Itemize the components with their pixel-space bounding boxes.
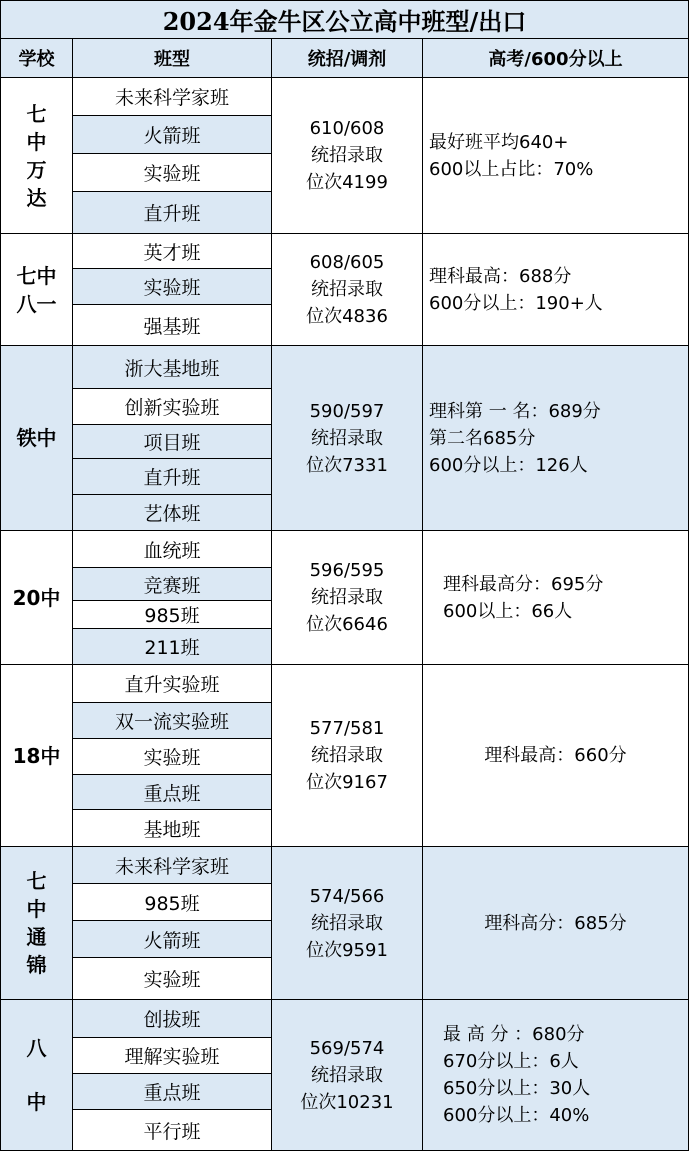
admission-cell: [272, 78, 423, 233]
class-list: [73, 531, 272, 664]
school-name-char: 七: [26, 101, 47, 126]
class-cell: 重点班: [73, 1074, 271, 1110]
class-cell: 985班: [73, 884, 271, 921]
admission-type: 统招录取: [311, 427, 383, 449]
school-name-line: 铁中: [16, 426, 57, 450]
class-cell: 艺体班: [73, 495, 271, 530]
admission-rank: 位次9591: [306, 939, 388, 961]
class-cell: 实验班: [73, 739, 271, 775]
result-line: 理科最高：688分: [429, 265, 572, 287]
class-cell: 火箭班: [73, 116, 271, 154]
admission-score: 590/597: [309, 400, 385, 422]
class-cell: 直升班: [73, 459, 271, 495]
header-results: 高考/600分以上: [423, 39, 688, 78]
school-name: [1, 847, 73, 999]
admission-score: 608/605: [309, 252, 385, 273]
admission-cell: [272, 847, 423, 999]
school-name-char: 通: [26, 925, 47, 949]
school-name-line: 八一: [16, 291, 57, 316]
class-cell: 创新实验班: [73, 389, 271, 425]
class-cell: 未来科学家班: [73, 78, 271, 116]
school-name-line: 七中: [16, 263, 57, 288]
admission-type: 统招录取: [311, 1064, 383, 1086]
class-list: [73, 665, 272, 846]
result-line: 理科第 一 名：689分: [429, 400, 601, 422]
school-name-char: 中: [26, 129, 47, 154]
admission-rank: 位次4199: [306, 172, 388, 193]
school-group-qizhong-tongjin: [1, 847, 688, 1000]
result-line: 600分以上：126人: [429, 454, 588, 476]
admission-cell: [272, 1000, 423, 1150]
admission-rank: 位次6646: [306, 614, 388, 635]
result-line: 600分以上：40%: [443, 1105, 590, 1126]
header-admission: 统招/调剂: [272, 39, 423, 78]
admission-rank: 位次10231: [300, 1091, 394, 1113]
admission-score: 596/595: [309, 560, 385, 581]
result-line: 650分以上：30人: [443, 1078, 591, 1099]
school-group-bazhong: [1, 1000, 688, 1150]
school-name-char: 锦: [26, 953, 47, 977]
school-name-char: 七: [26, 869, 47, 893]
results-cell: [423, 78, 688, 233]
school-name-line: 18中: [12, 743, 61, 768]
class-cell: 未来科学家班: [73, 847, 271, 884]
class-cell: 双一流实验班: [73, 703, 271, 739]
result-line: 理科高分：685分: [484, 912, 627, 934]
admission-rank: 位次4836: [306, 306, 388, 327]
school-name-line: 20中: [12, 585, 61, 610]
admission-rank: 位次9167: [306, 772, 388, 793]
class-cell: 实验班: [73, 958, 271, 999]
result-line: 600分以上：190+人: [429, 292, 603, 314]
class-cell: 血统班: [73, 531, 271, 568]
school-name-char: 达: [26, 185, 47, 210]
admission-rank: 位次7331: [306, 454, 388, 476]
class-list: [73, 1000, 272, 1150]
result-line: 最 高 分 ：680分: [443, 1024, 585, 1045]
result-line: 670分以上：6人: [443, 1051, 579, 1072]
school-name: [1, 1000, 73, 1150]
class-list: [73, 78, 272, 233]
school-group-18zhong: [1, 665, 688, 847]
results-cell: [423, 847, 688, 999]
class-cell: 创拔班: [73, 1000, 271, 1038]
class-cell: 强基班: [73, 305, 271, 345]
admission-type: 统招录取: [311, 145, 383, 166]
class-cell: 实验班: [73, 154, 271, 192]
results-cell: [423, 665, 688, 846]
result-line: 最好班平均640+: [429, 131, 569, 153]
class-list: [73, 847, 272, 999]
class-cell: 基地班: [73, 810, 271, 846]
admission-cell: [272, 531, 423, 664]
class-cell: 平行班: [73, 1110, 271, 1150]
admission-cell: [272, 346, 423, 530]
results-cell: [423, 346, 688, 530]
result-line: 理科最高分：695分: [443, 573, 604, 595]
class-cell: 项目班: [73, 425, 271, 459]
class-cell: 直升班: [73, 192, 271, 233]
table-title: 2024年金牛区公立高中班型/出口: [1, 1, 688, 39]
school-name: [1, 665, 73, 846]
class-cell: 竞赛班: [73, 568, 271, 601]
results-cell: [423, 234, 688, 345]
school-name: [1, 78, 73, 233]
school-name-char: 八: [26, 1036, 47, 1060]
admission-type: 统招录取: [311, 912, 383, 934]
school-group-tiezhong: [1, 346, 688, 531]
header-classes: 班型: [73, 39, 272, 78]
school-name: [1, 531, 73, 664]
admission-type: 统招录取: [311, 279, 383, 300]
class-cell: 英才班: [73, 234, 271, 269]
admission-score: 610/608: [309, 118, 385, 139]
result-line: 600以上占比：70%: [429, 158, 594, 180]
admission-score: 577/581: [309, 718, 385, 739]
school-name: [1, 346, 73, 530]
class-cell: 985班: [73, 601, 271, 629]
result-line: 600以上：66人: [443, 600, 573, 622]
result-line: 第二名685分: [429, 427, 536, 449]
admission-cell: [272, 665, 423, 846]
school-name-char: 中: [26, 1090, 47, 1114]
school-group-qizhong-wanda: [1, 78, 688, 234]
result-line: 理科最高：660分: [484, 745, 627, 766]
admission-score: 574/566: [309, 885, 385, 907]
class-cell: 重点班: [73, 775, 271, 810]
results-cell: [423, 531, 688, 664]
admission-score: 569/574: [309, 1037, 385, 1059]
school-name-char: 万: [26, 157, 47, 182]
header-school: 学校: [1, 39, 73, 78]
school-group-qizhong-bayi: [1, 234, 688, 346]
admission-type: 统招录取: [311, 745, 383, 766]
school-name: [1, 234, 73, 345]
school-group-20zhong: [1, 531, 688, 665]
admission-type: 统招录取: [311, 587, 383, 608]
class-list: [73, 346, 272, 530]
class-cell: 211班: [73, 629, 271, 664]
class-cell: 理解实验班: [73, 1038, 271, 1074]
class-cell: 浙大基地班: [73, 346, 271, 389]
class-cell: 实验班: [73, 269, 271, 305]
results-cell: [423, 1000, 688, 1150]
class-list: [73, 234, 272, 345]
admission-cell: [272, 234, 423, 345]
class-cell: 直升实验班: [73, 665, 271, 703]
class-cell: 火箭班: [73, 921, 271, 958]
school-name-char: 中: [26, 897, 47, 921]
